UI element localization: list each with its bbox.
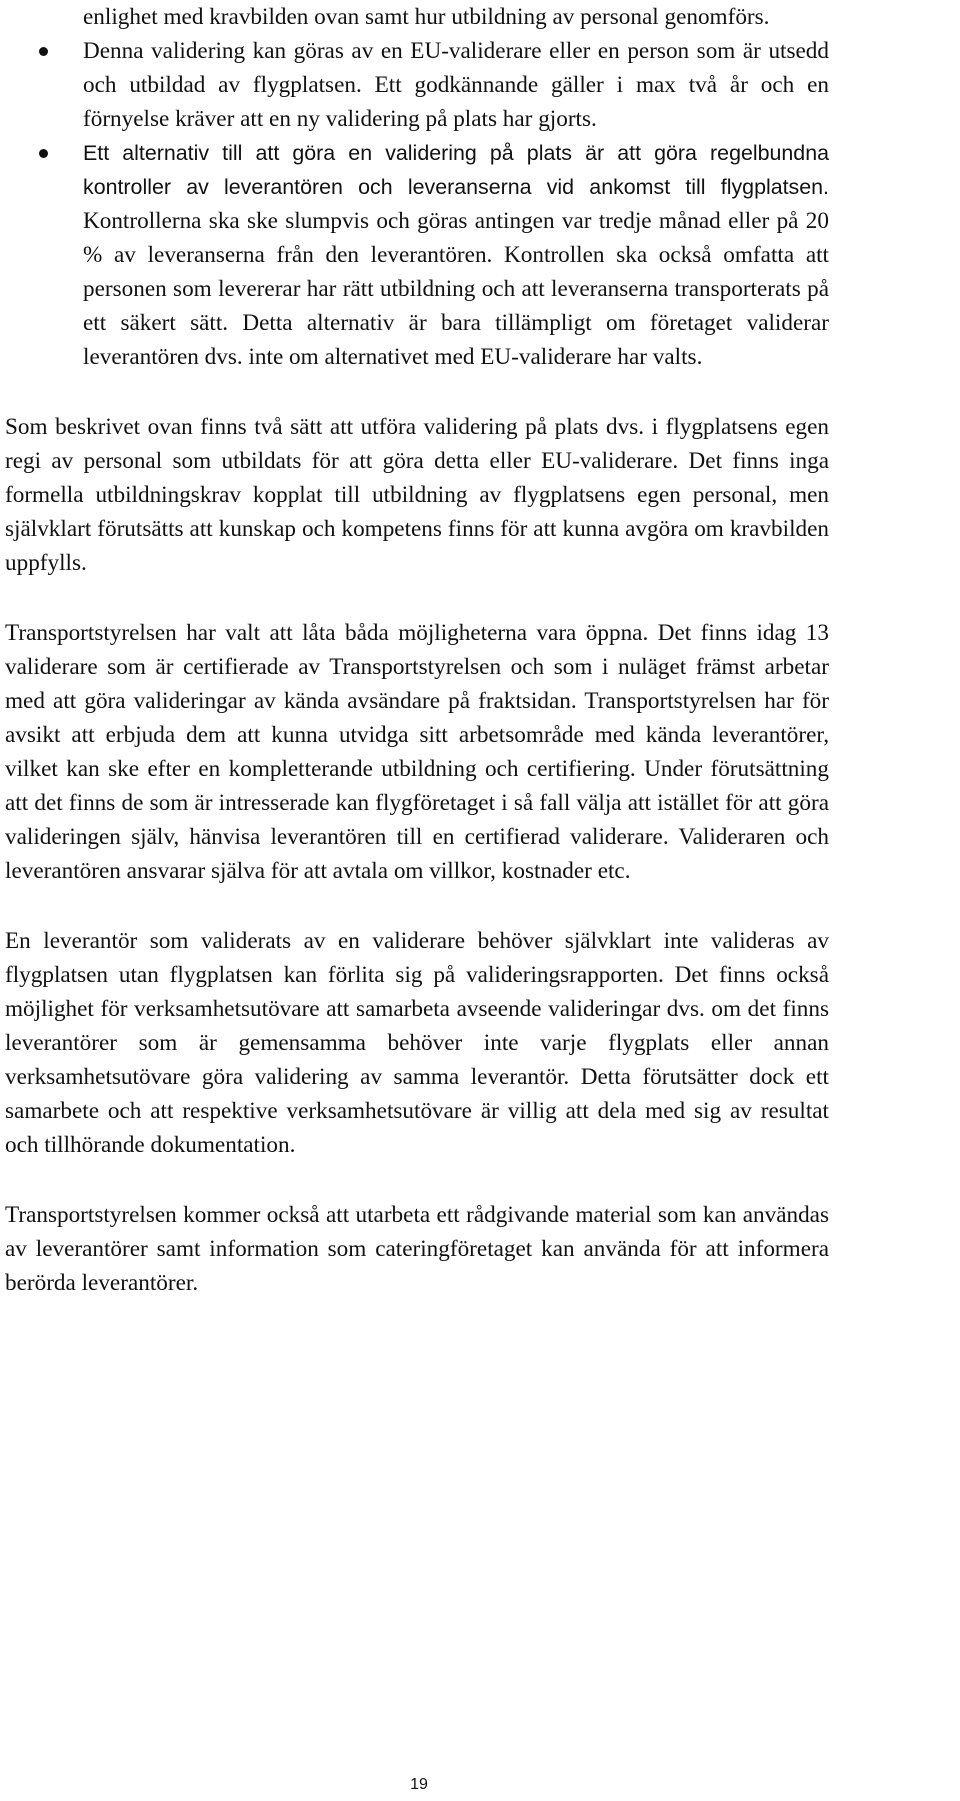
bullet-dot-icon xyxy=(39,149,48,158)
list-item-text: Denna validering kan göras av en EU-validerare eller en person som är utsedd och utbildad av flygplatsen. Ett godkännande gäller i max två år och en förnyelse kräver att en ny validering på plats har gjorts. xyxy=(83,38,829,132)
spacer xyxy=(5,374,829,410)
list-item xyxy=(83,0,829,34)
list-item-text: enlighet med kravbilden ovan samt hur utbildning av personal genomförs. xyxy=(83,4,770,30)
list-item xyxy=(83,34,829,136)
page-body xyxy=(5,0,829,1300)
bullet-list xyxy=(5,0,829,374)
list-item xyxy=(83,136,829,374)
body-paragraph: Transportstyrelsen kommer också att utarbeta ett rådgivande material som kan användas av leverantörer samt information som cateringföretaget kan använda för att informera berörda leverantörer. xyxy=(5,1202,829,1296)
body-paragraph: Transportstyrelsen har valt att låta båda möjligheterna vara öppna. Det finns idag 13 validerare som är certifierade av Transportstyrelsen och som i nuläget främst arbetar med att göra valideringar av kända avsändare på fraktsidan. Transportstyrelsen har för avsikt att erbjuda dem att kunna utvidga sitt arbetsområde med kända leverantörer, vilket kan ske efter en kompletterande utbildning och certifiering. Under förutsättning att det finns de som är intresserade kan flygföretaget i så fall välja att istället för att göra valideringen själv, hänvisa leverantören till en certifierad validerare. Valideraren och leverantören ansvarar själva för att avtala om villkor, kostnader etc. xyxy=(5,620,829,884)
page-number: 19 xyxy=(410,1776,428,1793)
spacer xyxy=(5,580,829,616)
list-item-text: Ett alternativ till att göra en validering på plats är att göra regelbundna kontroller av leverantören och leveranserna vid ankomst till flygplatsen. xyxy=(83,141,829,199)
spacer xyxy=(5,1162,829,1198)
bullet-dot-icon xyxy=(39,47,48,56)
body-paragraph: En leverantör som validerats av en validerare behöver självklart inte valideras av flygplatsen utan flygplatsen kan förlita sig på valideringsrapporten. Det finns också möjlighet för verksamhetsutövare att samarbeta avseende valideringar dvs. om det finns leverantörer som är gemensamma behöver inte varje flygplats eller annan verksamhetsutövare göra validering av samma leverantör. Detta förutsätter dock ett samarbete och att respektive verksamhetsutövare är villig att dela med sig av resultat och tillhörande dokumentation. xyxy=(5,928,829,1158)
body-paragraph: Som beskrivet ovan finns två sätt att utföra validering på plats dvs. i flygplatsens egen regi av personal som utbildats för att göra detta eller EU-validerare. Det finns inga formella utbildningskrav kopplat till utbildning av flygplatsens egen personal, men självklart förutsätts att kunskap och kompetens finns för att kunna avgöra om kravbilden uppfylls. xyxy=(5,414,829,576)
list-item-text-continued: Kontrollerna ska ske slumpvis och göras antingen var tredje månad eller på 20 % av leveranserna från den leverantören. Kontrollen ska också omfatta att personen som levererar har rätt utbildning och att leveranserna transporterats på ett säkert sätt. Detta alternativ är bara tillämpligt om företaget validerar leverantören dvs. inte om alternativet med EU-validerare har valts. xyxy=(83,208,829,370)
spacer xyxy=(5,888,829,924)
